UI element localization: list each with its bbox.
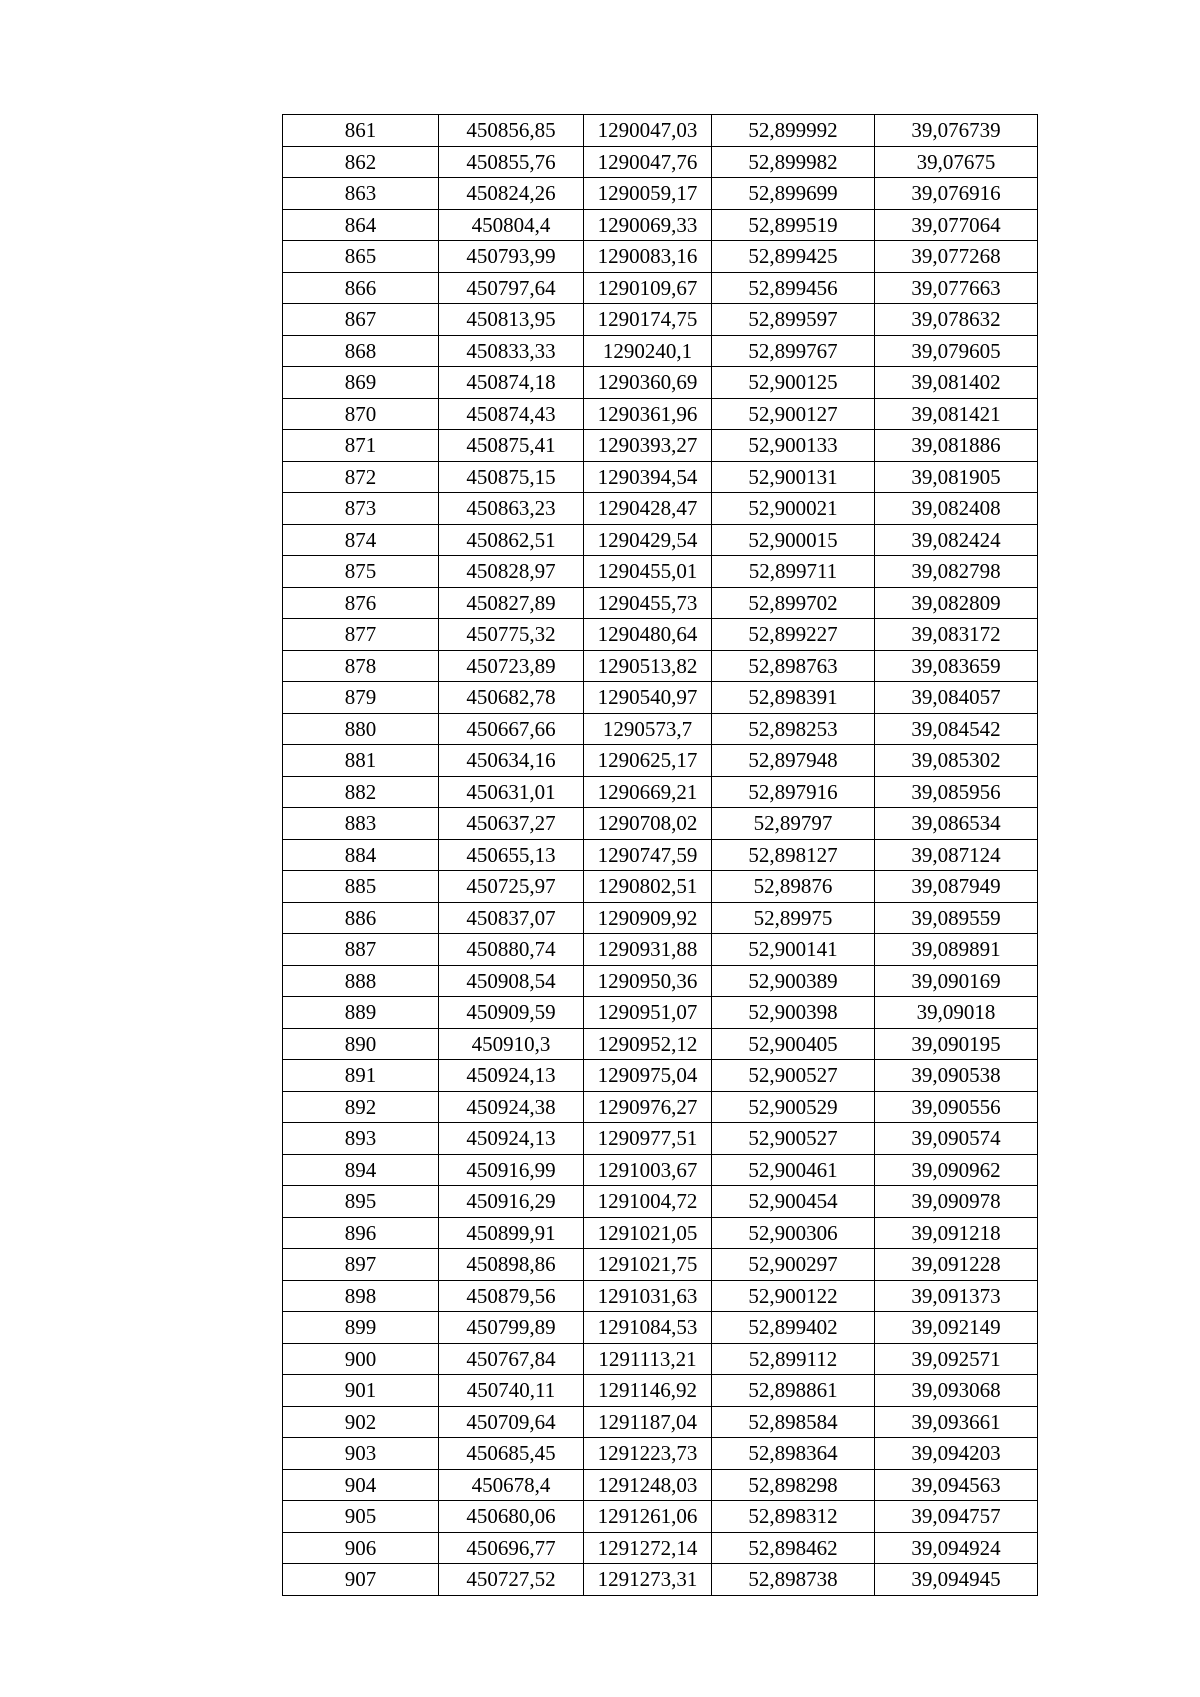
x-coordinate-cell: 450667,66	[439, 713, 584, 745]
latitude-cell: 52,900527	[712, 1123, 875, 1155]
table-row	[283, 115, 1038, 147]
longitude-cell: 39,090574	[875, 1123, 1038, 1155]
table-row	[283, 1406, 1038, 1438]
point-number-cell: 882	[283, 776, 439, 808]
y-coordinate-cell: 1291113,21	[584, 1343, 712, 1375]
table-row	[283, 682, 1038, 714]
longitude-cell: 39,081402	[875, 367, 1038, 399]
point-number-cell: 873	[283, 493, 439, 525]
latitude-cell: 52,900297	[712, 1249, 875, 1281]
x-coordinate-cell: 450924,13	[439, 1123, 584, 1155]
longitude-cell: 39,087949	[875, 871, 1038, 903]
y-coordinate-cell: 1290513,82	[584, 650, 712, 682]
y-coordinate-cell: 1290540,97	[584, 682, 712, 714]
table-row	[283, 146, 1038, 178]
table-row	[283, 934, 1038, 966]
latitude-cell: 52,899699	[712, 178, 875, 210]
table-row	[283, 178, 1038, 210]
table-row	[283, 965, 1038, 997]
y-coordinate-cell: 1290977,51	[584, 1123, 712, 1155]
longitude-cell: 39,084542	[875, 713, 1038, 745]
point-number-cell: 889	[283, 997, 439, 1029]
table-row	[283, 461, 1038, 493]
point-number-cell: 905	[283, 1501, 439, 1533]
y-coordinate-cell: 1290950,36	[584, 965, 712, 997]
longitude-cell: 39,090195	[875, 1028, 1038, 1060]
latitude-cell: 52,898462	[712, 1532, 875, 1564]
table-row	[283, 241, 1038, 273]
x-coordinate-cell: 450827,89	[439, 587, 584, 619]
latitude-cell: 52,900127	[712, 398, 875, 430]
longitude-cell: 39,081905	[875, 461, 1038, 493]
x-coordinate-cell: 450793,99	[439, 241, 584, 273]
y-coordinate-cell: 1290394,54	[584, 461, 712, 493]
table-row	[283, 304, 1038, 336]
longitude-cell: 39,089559	[875, 902, 1038, 934]
point-number-cell: 901	[283, 1375, 439, 1407]
y-coordinate-cell: 1290455,01	[584, 556, 712, 588]
longitude-cell: 39,086534	[875, 808, 1038, 840]
latitude-cell: 52,900021	[712, 493, 875, 525]
x-coordinate-cell: 450631,01	[439, 776, 584, 808]
table-row	[283, 493, 1038, 525]
y-coordinate-cell: 1290625,17	[584, 745, 712, 777]
point-number-cell: 878	[283, 650, 439, 682]
point-number-cell: 902	[283, 1406, 439, 1438]
table-row	[283, 619, 1038, 651]
latitude-cell: 52,899992	[712, 115, 875, 147]
table-row	[283, 650, 1038, 682]
table-row	[283, 335, 1038, 367]
latitude-cell: 52,899519	[712, 209, 875, 241]
latitude-cell: 52,900398	[712, 997, 875, 1029]
y-coordinate-cell: 1290669,21	[584, 776, 712, 808]
table-row	[283, 1217, 1038, 1249]
latitude-cell: 52,900306	[712, 1217, 875, 1249]
y-coordinate-cell: 1290393,27	[584, 430, 712, 462]
x-coordinate-cell: 450862,51	[439, 524, 584, 556]
table-row	[283, 871, 1038, 903]
point-number-cell: 887	[283, 934, 439, 966]
point-number-cell: 869	[283, 367, 439, 399]
point-number-cell: 876	[283, 587, 439, 619]
y-coordinate-cell: 1290360,69	[584, 367, 712, 399]
table-row	[283, 398, 1038, 430]
x-coordinate-cell: 450908,54	[439, 965, 584, 997]
point-number-cell: 888	[283, 965, 439, 997]
latitude-cell: 52,899425	[712, 241, 875, 273]
latitude-cell: 52,898312	[712, 1501, 875, 1533]
y-coordinate-cell: 1291273,31	[584, 1564, 712, 1596]
longitude-cell: 39,079605	[875, 335, 1038, 367]
y-coordinate-cell: 1290240,1	[584, 335, 712, 367]
latitude-cell: 52,898584	[712, 1406, 875, 1438]
latitude-cell: 52,900122	[712, 1280, 875, 1312]
longitude-cell: 39,090169	[875, 965, 1038, 997]
y-coordinate-cell: 1290069,33	[584, 209, 712, 241]
y-coordinate-cell: 1291272,14	[584, 1532, 712, 1564]
x-coordinate-cell: 450855,76	[439, 146, 584, 178]
y-coordinate-cell: 1291021,75	[584, 1249, 712, 1281]
table-row	[283, 997, 1038, 1029]
latitude-cell: 52,900527	[712, 1060, 875, 1092]
x-coordinate-cell: 450875,41	[439, 430, 584, 462]
longitude-cell: 39,081421	[875, 398, 1038, 430]
table-row	[283, 1375, 1038, 1407]
y-coordinate-cell: 1290083,16	[584, 241, 712, 273]
x-coordinate-cell: 450875,15	[439, 461, 584, 493]
y-coordinate-cell: 1290952,12	[584, 1028, 712, 1060]
longitude-cell: 39,090962	[875, 1154, 1038, 1186]
longitude-cell: 39,094203	[875, 1438, 1038, 1470]
latitude-cell: 52,899112	[712, 1343, 875, 1375]
y-coordinate-cell: 1290976,27	[584, 1091, 712, 1123]
point-number-cell: 906	[283, 1532, 439, 1564]
x-coordinate-cell: 450680,06	[439, 1501, 584, 1533]
point-number-cell: 883	[283, 808, 439, 840]
x-coordinate-cell: 450837,07	[439, 902, 584, 934]
x-coordinate-cell: 450909,59	[439, 997, 584, 1029]
point-number-cell: 895	[283, 1186, 439, 1218]
x-coordinate-cell: 450899,91	[439, 1217, 584, 1249]
x-coordinate-cell: 450637,27	[439, 808, 584, 840]
table-row	[283, 1249, 1038, 1281]
point-number-cell: 907	[283, 1564, 439, 1596]
y-coordinate-cell: 1290708,02	[584, 808, 712, 840]
point-number-cell: 886	[283, 902, 439, 934]
coordinates-table	[282, 114, 1038, 1596]
point-number-cell: 880	[283, 713, 439, 745]
longitude-cell: 39,093661	[875, 1406, 1038, 1438]
x-coordinate-cell: 450723,89	[439, 650, 584, 682]
point-number-cell: 862	[283, 146, 439, 178]
latitude-cell: 52,900141	[712, 934, 875, 966]
longitude-cell: 39,092149	[875, 1312, 1038, 1344]
table-row	[283, 808, 1038, 840]
y-coordinate-cell: 1290109,67	[584, 272, 712, 304]
x-coordinate-cell: 450874,18	[439, 367, 584, 399]
point-number-cell: 877	[283, 619, 439, 651]
longitude-cell: 39,090538	[875, 1060, 1038, 1092]
latitude-cell: 52,900015	[712, 524, 875, 556]
point-number-cell: 867	[283, 304, 439, 336]
y-coordinate-cell: 1290455,73	[584, 587, 712, 619]
longitude-cell: 39,077064	[875, 209, 1038, 241]
table-row	[283, 1154, 1038, 1186]
latitude-cell: 52,900454	[712, 1186, 875, 1218]
x-coordinate-cell: 450767,84	[439, 1343, 584, 1375]
y-coordinate-cell: 1291021,05	[584, 1217, 712, 1249]
longitude-cell: 39,077663	[875, 272, 1038, 304]
y-coordinate-cell: 1291223,73	[584, 1438, 712, 1470]
table-row	[283, 1123, 1038, 1155]
x-coordinate-cell: 450863,23	[439, 493, 584, 525]
latitude-cell: 52,898253	[712, 713, 875, 745]
latitude-cell: 52,900389	[712, 965, 875, 997]
y-coordinate-cell: 1290931,88	[584, 934, 712, 966]
x-coordinate-cell: 450634,16	[439, 745, 584, 777]
x-coordinate-cell: 450856,85	[439, 115, 584, 147]
latitude-cell: 52,898763	[712, 650, 875, 682]
point-number-cell: 865	[283, 241, 439, 273]
x-coordinate-cell: 450916,29	[439, 1186, 584, 1218]
latitude-cell: 52,899767	[712, 335, 875, 367]
point-number-cell: 868	[283, 335, 439, 367]
longitude-cell: 39,089891	[875, 934, 1038, 966]
longitude-cell: 39,082809	[875, 587, 1038, 619]
x-coordinate-cell: 450879,56	[439, 1280, 584, 1312]
y-coordinate-cell: 1291261,06	[584, 1501, 712, 1533]
table-row	[283, 1091, 1038, 1123]
longitude-cell: 39,092571	[875, 1343, 1038, 1375]
y-coordinate-cell: 1291084,53	[584, 1312, 712, 1344]
x-coordinate-cell: 450725,97	[439, 871, 584, 903]
x-coordinate-cell: 450924,13	[439, 1060, 584, 1092]
y-coordinate-cell: 1291248,03	[584, 1469, 712, 1501]
latitude-cell: 52,900529	[712, 1091, 875, 1123]
latitude-cell: 52,89876	[712, 871, 875, 903]
x-coordinate-cell: 450813,95	[439, 304, 584, 336]
x-coordinate-cell: 450916,99	[439, 1154, 584, 1186]
table-row	[283, 209, 1038, 241]
point-number-cell: 884	[283, 839, 439, 871]
longitude-cell: 39,09018	[875, 997, 1038, 1029]
latitude-cell: 52,898738	[712, 1564, 875, 1596]
longitude-cell: 39,083172	[875, 619, 1038, 651]
longitude-cell: 39,076739	[875, 115, 1038, 147]
point-number-cell: 879	[283, 682, 439, 714]
longitude-cell: 39,094924	[875, 1532, 1038, 1564]
point-number-cell: 866	[283, 272, 439, 304]
y-coordinate-cell: 1290802,51	[584, 871, 712, 903]
x-coordinate-cell: 450655,13	[439, 839, 584, 871]
table-row	[283, 1532, 1038, 1564]
table-row	[283, 1028, 1038, 1060]
longitude-cell: 39,07675	[875, 146, 1038, 178]
table-row	[283, 902, 1038, 934]
x-coordinate-cell: 450924,38	[439, 1091, 584, 1123]
x-coordinate-cell: 450910,3	[439, 1028, 584, 1060]
longitude-cell: 39,078632	[875, 304, 1038, 336]
table-row	[283, 1312, 1038, 1344]
table-row	[283, 1501, 1038, 1533]
table-row	[283, 1438, 1038, 1470]
x-coordinate-cell: 450828,97	[439, 556, 584, 588]
x-coordinate-cell: 450824,26	[439, 178, 584, 210]
x-coordinate-cell: 450682,78	[439, 682, 584, 714]
x-coordinate-cell: 450685,45	[439, 1438, 584, 1470]
point-number-cell: 881	[283, 745, 439, 777]
longitude-cell: 39,094563	[875, 1469, 1038, 1501]
x-coordinate-cell: 450727,52	[439, 1564, 584, 1596]
table-row	[283, 524, 1038, 556]
point-number-cell: 899	[283, 1312, 439, 1344]
y-coordinate-cell: 1290573,7	[584, 713, 712, 745]
point-number-cell: 864	[283, 209, 439, 241]
longitude-cell: 39,091373	[875, 1280, 1038, 1312]
x-coordinate-cell: 450709,64	[439, 1406, 584, 1438]
longitude-cell: 39,091218	[875, 1217, 1038, 1249]
longitude-cell: 39,090556	[875, 1091, 1038, 1123]
table-row	[283, 1280, 1038, 1312]
x-coordinate-cell: 450874,43	[439, 398, 584, 430]
table-row	[283, 367, 1038, 399]
latitude-cell: 52,898127	[712, 839, 875, 871]
point-number-cell: 900	[283, 1343, 439, 1375]
point-number-cell: 894	[283, 1154, 439, 1186]
y-coordinate-cell: 1290047,76	[584, 146, 712, 178]
longitude-cell: 39,085302	[875, 745, 1038, 777]
longitude-cell: 39,090978	[875, 1186, 1038, 1218]
latitude-cell: 52,900133	[712, 430, 875, 462]
longitude-cell: 39,085956	[875, 776, 1038, 808]
point-number-cell: 890	[283, 1028, 439, 1060]
x-coordinate-cell: 450696,77	[439, 1532, 584, 1564]
y-coordinate-cell: 1291031,63	[584, 1280, 712, 1312]
table-row	[283, 713, 1038, 745]
table-row	[283, 556, 1038, 588]
y-coordinate-cell: 1290480,64	[584, 619, 712, 651]
y-coordinate-cell: 1290428,47	[584, 493, 712, 525]
latitude-cell: 52,900405	[712, 1028, 875, 1060]
longitude-cell: 39,082408	[875, 493, 1038, 525]
point-number-cell: 903	[283, 1438, 439, 1470]
point-number-cell: 897	[283, 1249, 439, 1281]
table-row	[283, 745, 1038, 777]
point-number-cell: 885	[283, 871, 439, 903]
point-number-cell: 870	[283, 398, 439, 430]
latitude-cell: 52,899227	[712, 619, 875, 651]
y-coordinate-cell: 1291146,92	[584, 1375, 712, 1407]
longitude-cell: 39,087124	[875, 839, 1038, 871]
longitude-cell: 39,082424	[875, 524, 1038, 556]
y-coordinate-cell: 1290361,96	[584, 398, 712, 430]
longitude-cell: 39,082798	[875, 556, 1038, 588]
x-coordinate-cell: 450799,89	[439, 1312, 584, 1344]
y-coordinate-cell: 1290975,04	[584, 1060, 712, 1092]
latitude-cell: 52,898391	[712, 682, 875, 714]
longitude-cell: 39,083659	[875, 650, 1038, 682]
y-coordinate-cell: 1290174,75	[584, 304, 712, 336]
longitude-cell: 39,076916	[875, 178, 1038, 210]
y-coordinate-cell: 1291003,67	[584, 1154, 712, 1186]
table-row	[283, 1060, 1038, 1092]
table-row	[283, 1186, 1038, 1218]
latitude-cell: 52,898861	[712, 1375, 875, 1407]
y-coordinate-cell: 1290909,92	[584, 902, 712, 934]
point-number-cell: 898	[283, 1280, 439, 1312]
longitude-cell: 39,091228	[875, 1249, 1038, 1281]
latitude-cell: 52,899702	[712, 587, 875, 619]
longitude-cell: 39,094757	[875, 1501, 1038, 1533]
point-number-cell: 892	[283, 1091, 439, 1123]
latitude-cell: 52,899456	[712, 272, 875, 304]
latitude-cell: 52,899711	[712, 556, 875, 588]
table-row	[283, 1564, 1038, 1596]
point-number-cell: 904	[283, 1469, 439, 1501]
x-coordinate-cell: 450880,74	[439, 934, 584, 966]
latitude-cell: 52,898364	[712, 1438, 875, 1470]
latitude-cell: 52,899982	[712, 146, 875, 178]
y-coordinate-cell: 1291004,72	[584, 1186, 712, 1218]
table-row	[283, 587, 1038, 619]
table-row	[283, 272, 1038, 304]
point-number-cell: 875	[283, 556, 439, 588]
table-row	[283, 839, 1038, 871]
latitude-cell: 52,89975	[712, 902, 875, 934]
y-coordinate-cell: 1291187,04	[584, 1406, 712, 1438]
longitude-cell: 39,094945	[875, 1564, 1038, 1596]
point-number-cell: 863	[283, 178, 439, 210]
latitude-cell: 52,899402	[712, 1312, 875, 1344]
latitude-cell: 52,900461	[712, 1154, 875, 1186]
latitude-cell: 52,897916	[712, 776, 875, 808]
point-number-cell: 872	[283, 461, 439, 493]
longitude-cell: 39,081886	[875, 430, 1038, 462]
longitude-cell: 39,093068	[875, 1375, 1038, 1407]
latitude-cell: 52,900125	[712, 367, 875, 399]
table-row	[283, 1343, 1038, 1375]
latitude-cell: 52,900131	[712, 461, 875, 493]
y-coordinate-cell: 1290429,54	[584, 524, 712, 556]
table-row	[283, 430, 1038, 462]
x-coordinate-cell: 450898,86	[439, 1249, 584, 1281]
point-number-cell: 891	[283, 1060, 439, 1092]
table-row	[283, 1469, 1038, 1501]
y-coordinate-cell: 1290951,07	[584, 997, 712, 1029]
point-number-cell: 896	[283, 1217, 439, 1249]
coordinates-table-body	[283, 115, 1038, 1596]
latitude-cell: 52,89797	[712, 808, 875, 840]
point-number-cell: 893	[283, 1123, 439, 1155]
point-number-cell: 874	[283, 524, 439, 556]
y-coordinate-cell: 1290747,59	[584, 839, 712, 871]
longitude-cell: 39,077268	[875, 241, 1038, 273]
point-number-cell: 861	[283, 115, 439, 147]
point-number-cell: 871	[283, 430, 439, 462]
y-coordinate-cell: 1290059,17	[584, 178, 712, 210]
latitude-cell: 52,898298	[712, 1469, 875, 1501]
x-coordinate-cell: 450833,33	[439, 335, 584, 367]
x-coordinate-cell: 450740,11	[439, 1375, 584, 1407]
longitude-cell: 39,084057	[875, 682, 1038, 714]
x-coordinate-cell: 450797,64	[439, 272, 584, 304]
latitude-cell: 52,897948	[712, 745, 875, 777]
latitude-cell: 52,899597	[712, 304, 875, 336]
table-row	[283, 776, 1038, 808]
x-coordinate-cell: 450775,32	[439, 619, 584, 651]
y-coordinate-cell: 1290047,03	[584, 115, 712, 147]
x-coordinate-cell: 450804,4	[439, 209, 584, 241]
x-coordinate-cell: 450678,4	[439, 1469, 584, 1501]
